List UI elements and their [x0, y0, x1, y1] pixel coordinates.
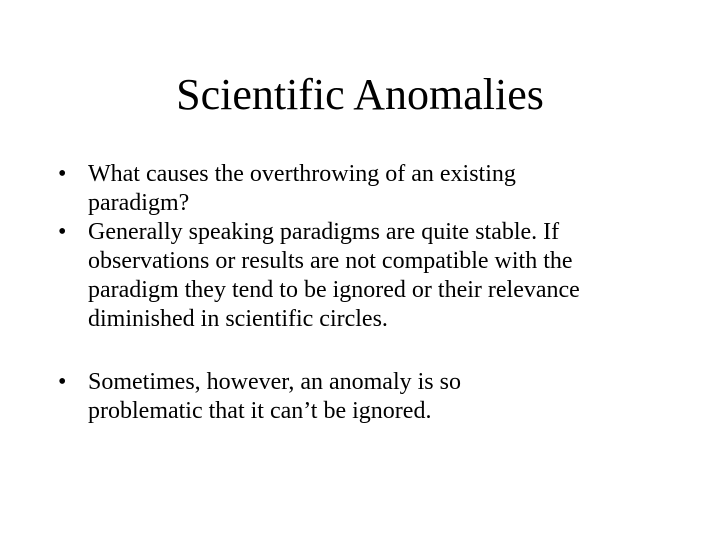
- bullet-list: [58, 160, 698, 426]
- bullet-item: [58, 368, 698, 426]
- bullet-text: Generally speaking paradigms are quite stable. If observations or results are not compatible with the paradigm they tend to be ignored or their relevance diminished in scientific circles.: [88, 219, 580, 332]
- bullet-item: [58, 218, 698, 334]
- bullet-dot-icon: •: [58, 219, 67, 245]
- bullet-text: What causes the overthrowing of an existing paradigm?: [88, 161, 516, 216]
- slide-title: Scientific Anomalies: [176, 70, 544, 119]
- bullet-text: Sometimes, however, an anomaly is so problematic that it can’t be ignored.: [88, 369, 461, 424]
- bullet-dot-icon: •: [58, 161, 67, 187]
- bullet-item: [58, 160, 698, 218]
- bullet-dot-icon: •: [58, 369, 67, 395]
